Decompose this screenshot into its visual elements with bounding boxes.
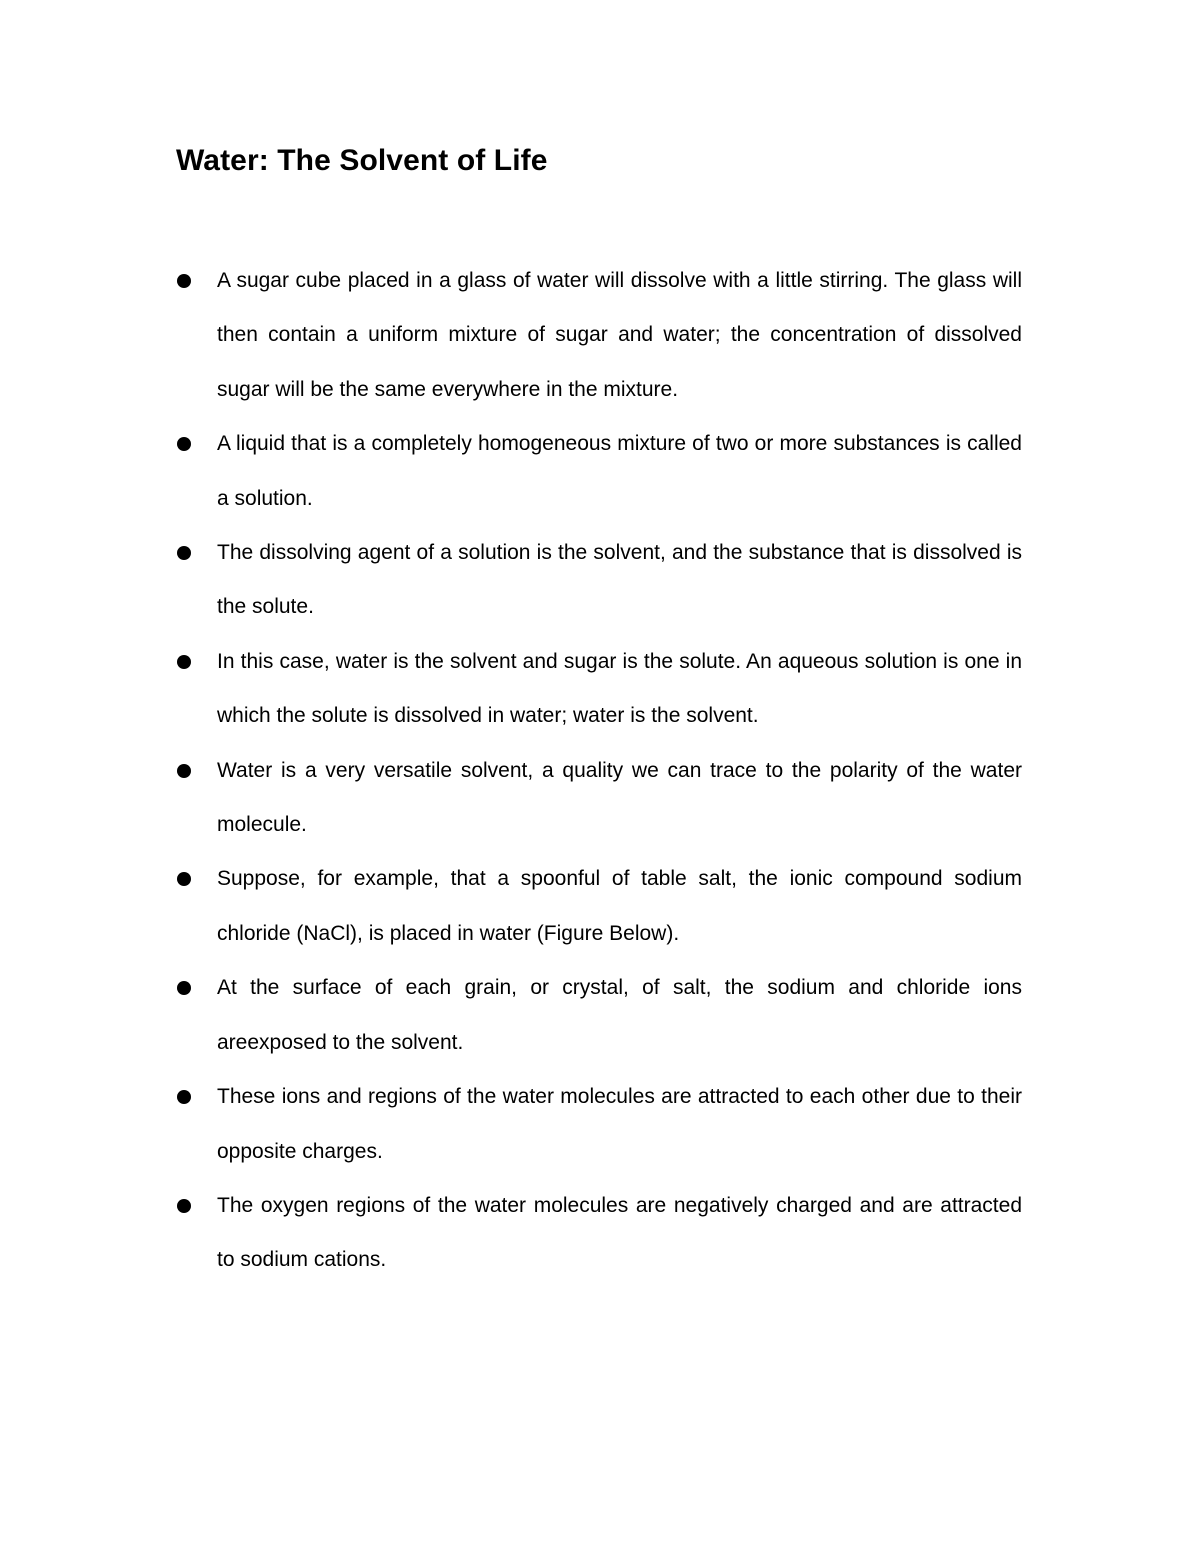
list-item <box>0 852 1200 961</box>
list-item <box>0 254 1200 417</box>
bullet-text: Suppose, for example, that a spoonful of table salt, the ionic compound sodium chloride (NaCl), is placed in water (Figure Below). <box>217 867 1022 945</box>
document-title: Water: The Solvent of Life <box>176 144 548 177</box>
bullet-text: These ions and regions of the water molecules are attracted to each other due to their opposite charges. <box>217 1085 1022 1163</box>
bullet-text: In this case, water is the solvent and sugar is the solute. An aqueous solution is one in which the solute is dissolved in water; water is the solvent. <box>217 649 1022 728</box>
bullet-dot-icon <box>177 655 191 669</box>
list-item <box>0 635 1200 744</box>
bullet-text: The oxygen regions of the water molecules are negatively charged and are attracted to sodium cations. <box>217 1193 1022 1272</box>
bullet-text: A sugar cube placed in a glass of water will dissolve with a little stirring. The glass will then contain a uniform mixture of sugar and water; the concentration of dissolved sugar will be the same everywhere in the mixture. <box>217 269 1022 401</box>
bullet-text: A liquid that is a completely homogeneous mixture of two or more substances is called a solution. <box>217 432 1022 510</box>
list-item <box>0 1179 1200 1288</box>
bullet-list <box>0 254 1200 1288</box>
bullet-dot-icon <box>177 1199 191 1213</box>
list-item <box>0 526 1200 635</box>
bullet-dot-icon <box>177 546 191 560</box>
bullet-dot-icon <box>177 764 191 778</box>
bullet-text: At the surface of each grain, or crystal, of salt, the sodium and chloride ions areexposed to the solvent. <box>217 976 1022 1054</box>
bullet-text: Water is a very versatile solvent, a quality we can trace to the polarity of the water molecule. <box>217 758 1022 837</box>
bullet-dot-icon <box>177 437 191 451</box>
bullet-dot-icon <box>177 981 191 995</box>
list-item <box>0 744 1200 853</box>
bullet-text: The dissolving agent of a solution is the solvent, and the substance that is dissolved is the solute. <box>217 541 1022 619</box>
list-item <box>0 417 1200 526</box>
list-item <box>0 1070 1200 1179</box>
bullet-dot-icon <box>177 274 191 288</box>
bullet-dot-icon <box>177 1090 191 1104</box>
bullet-dot-icon <box>177 872 191 886</box>
list-item <box>0 961 1200 1070</box>
